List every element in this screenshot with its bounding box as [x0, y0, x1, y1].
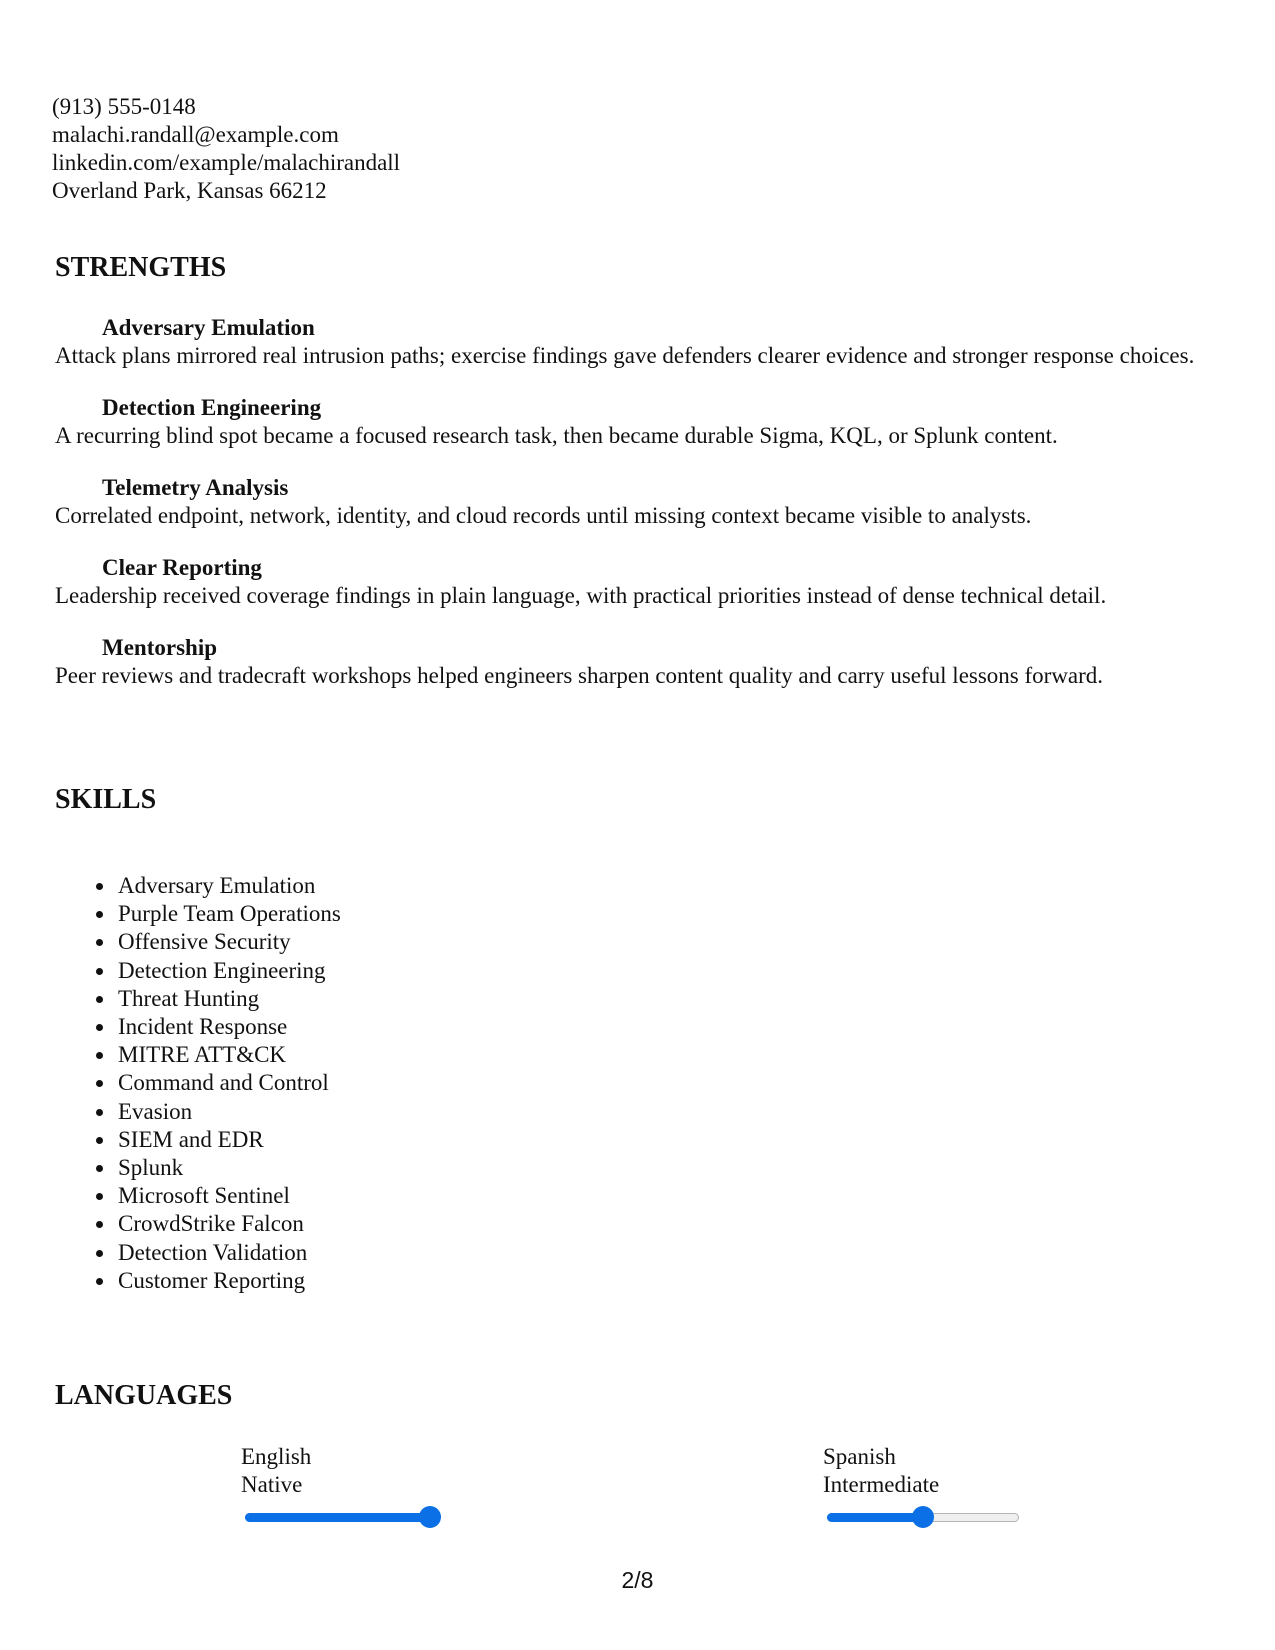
language-english [241, 1443, 441, 1529]
slider-thumb[interactable] [419, 1506, 441, 1528]
strength-description: Leadership received coverage findings in plain language, with practical priorities instead of dense technical detail. [55, 583, 1107, 608]
english-proficiency-slider[interactable] [241, 1505, 441, 1529]
strength-item [55, 474, 1235, 530]
skill-item: Detection Validation [118, 1239, 341, 1267]
contact-location: Overland Park, Kansas 66212 [52, 178, 327, 203]
slider-thumb[interactable] [912, 1506, 934, 1528]
skill-item: CrowdStrike Falcon [118, 1210, 341, 1238]
strength-title: Clear Reporting [102, 555, 262, 580]
strength-item [55, 554, 1235, 610]
strength-description: Correlated endpoint, network, identity, and cloud records until missing context became visible to analysts. [55, 503, 1032, 528]
language-name: Spanish [823, 1444, 896, 1469]
skill-item: MITRE ATT&CK [118, 1041, 341, 1069]
slider-fill [827, 1513, 923, 1522]
strength-title: Detection Engineering [102, 395, 322, 420]
skill-item: Purple Team Operations [118, 900, 341, 928]
skill-item: Customer Reporting [118, 1267, 341, 1295]
skill-item: Adversary Emulation [118, 872, 341, 900]
language-spanish [823, 1443, 1023, 1529]
strength-item [55, 314, 1235, 370]
skill-item: Splunk [118, 1154, 341, 1182]
strength-item [55, 634, 1235, 690]
strengths-list [55, 314, 1235, 714]
strength-description: Attack plans mirrored real intrusion paths; exercise findings gave defenders clearer evidence and stronger response choices. [55, 343, 1195, 368]
skill-item: Command and Control [118, 1069, 341, 1097]
strength-title: Telemetry Analysis [102, 475, 289, 500]
strength-item [55, 394, 1235, 450]
skill-item: SIEM and EDR [118, 1126, 341, 1154]
language-level: Native [241, 1472, 303, 1497]
strength-description: A recurring blind spot became a focused research task, then became durable Sigma, KQL, or Splunk content. [55, 423, 1058, 448]
skills-heading: SKILLS [55, 784, 157, 815]
skill-item: Detection Engineering [118, 957, 341, 985]
strength-title: Mentorship [102, 635, 217, 660]
skill-item: Evasion [118, 1098, 341, 1126]
strength-title: Adversary Emulation [102, 315, 315, 340]
contact-phone: (913) 555-0148 [52, 94, 196, 119]
contact-linkedin: linkedin.com/example/malachirandall [52, 150, 401, 175]
languages-heading: LANGUAGES [55, 1380, 233, 1411]
contact-email: malachi.randall@example.com [52, 122, 339, 147]
skill-item: Threat Hunting [118, 985, 341, 1013]
contact-block [52, 93, 400, 205]
skill-item: Offensive Security [118, 928, 341, 956]
skill-item: Microsoft Sentinel [118, 1182, 341, 1210]
strengths-heading: STRENGTHS [55, 252, 227, 283]
language-level: Intermediate [823, 1472, 940, 1497]
spanish-proficiency-slider[interactable] [823, 1505, 1023, 1529]
slider-fill [245, 1513, 430, 1522]
language-name: English [241, 1444, 312, 1469]
strength-description: Peer reviews and tradecraft workshops helped engineers sharpen content quality and carry useful lessons forward. [55, 663, 1104, 688]
skill-item: Incident Response [118, 1013, 341, 1041]
skills-list [55, 872, 341, 1295]
page-number: 2/8 [621, 1567, 654, 1593]
